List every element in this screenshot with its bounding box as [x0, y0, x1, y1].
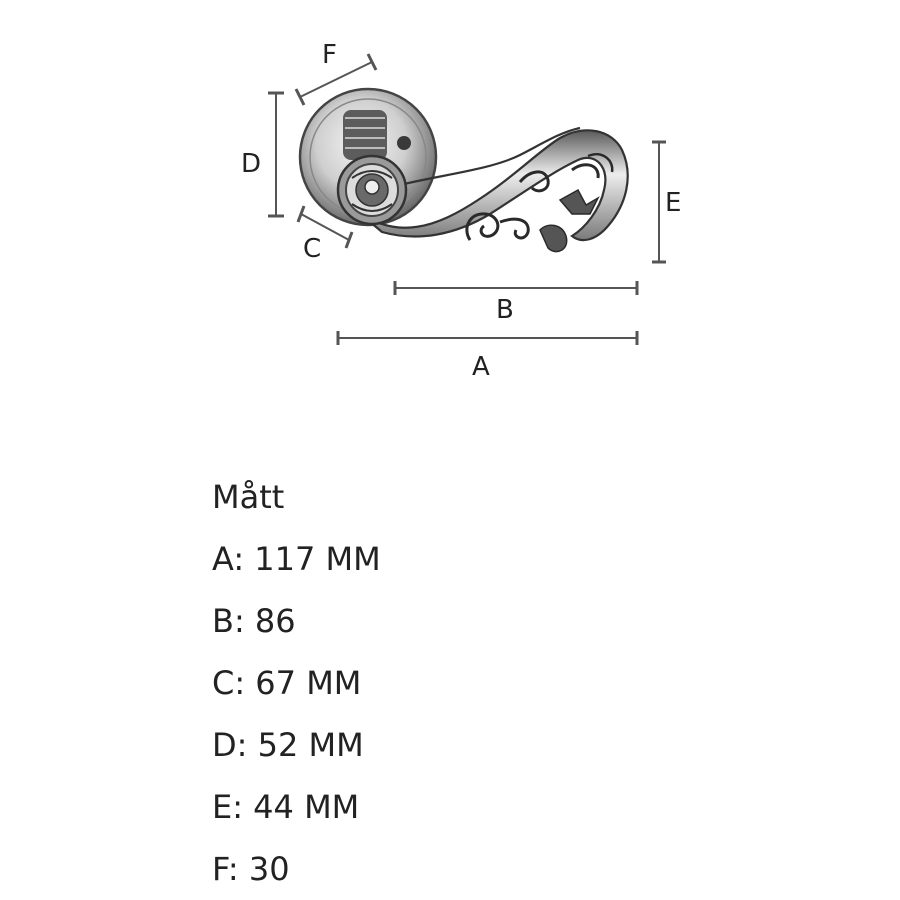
dimension-label-A: A	[472, 352, 490, 382]
dimension-A	[338, 331, 637, 382]
dimension-label-C: C	[303, 234, 322, 264]
dimension-item-C: C: 67 MM	[212, 664, 362, 702]
handle-neck	[343, 110, 387, 160]
door-handle-illustration	[300, 89, 628, 252]
dimension-E	[652, 142, 681, 262]
rosette-screw	[397, 136, 411, 150]
dimension-label-B: B	[496, 295, 514, 325]
dimension-item-F: F: 30	[212, 850, 290, 888]
door-handle-diagram	[0, 0, 900, 420]
dimension-label-F: F	[322, 40, 337, 70]
dimension-item-A: A: 117 MM	[212, 540, 381, 578]
dimensions-title: Mått	[212, 478, 285, 516]
rose-boss	[338, 156, 406, 224]
dimension-item-B: B: 86	[212, 602, 296, 640]
dimension-item-D: D: 52 MM	[212, 726, 364, 764]
dimension-label-E: E	[665, 188, 682, 218]
dimension-B	[395, 281, 637, 325]
dimension-label-D: D	[241, 149, 262, 179]
dimension-D	[241, 93, 284, 216]
dimension-item-E: E: 44 MM	[212, 788, 360, 826]
dimensions-list	[212, 466, 381, 900]
